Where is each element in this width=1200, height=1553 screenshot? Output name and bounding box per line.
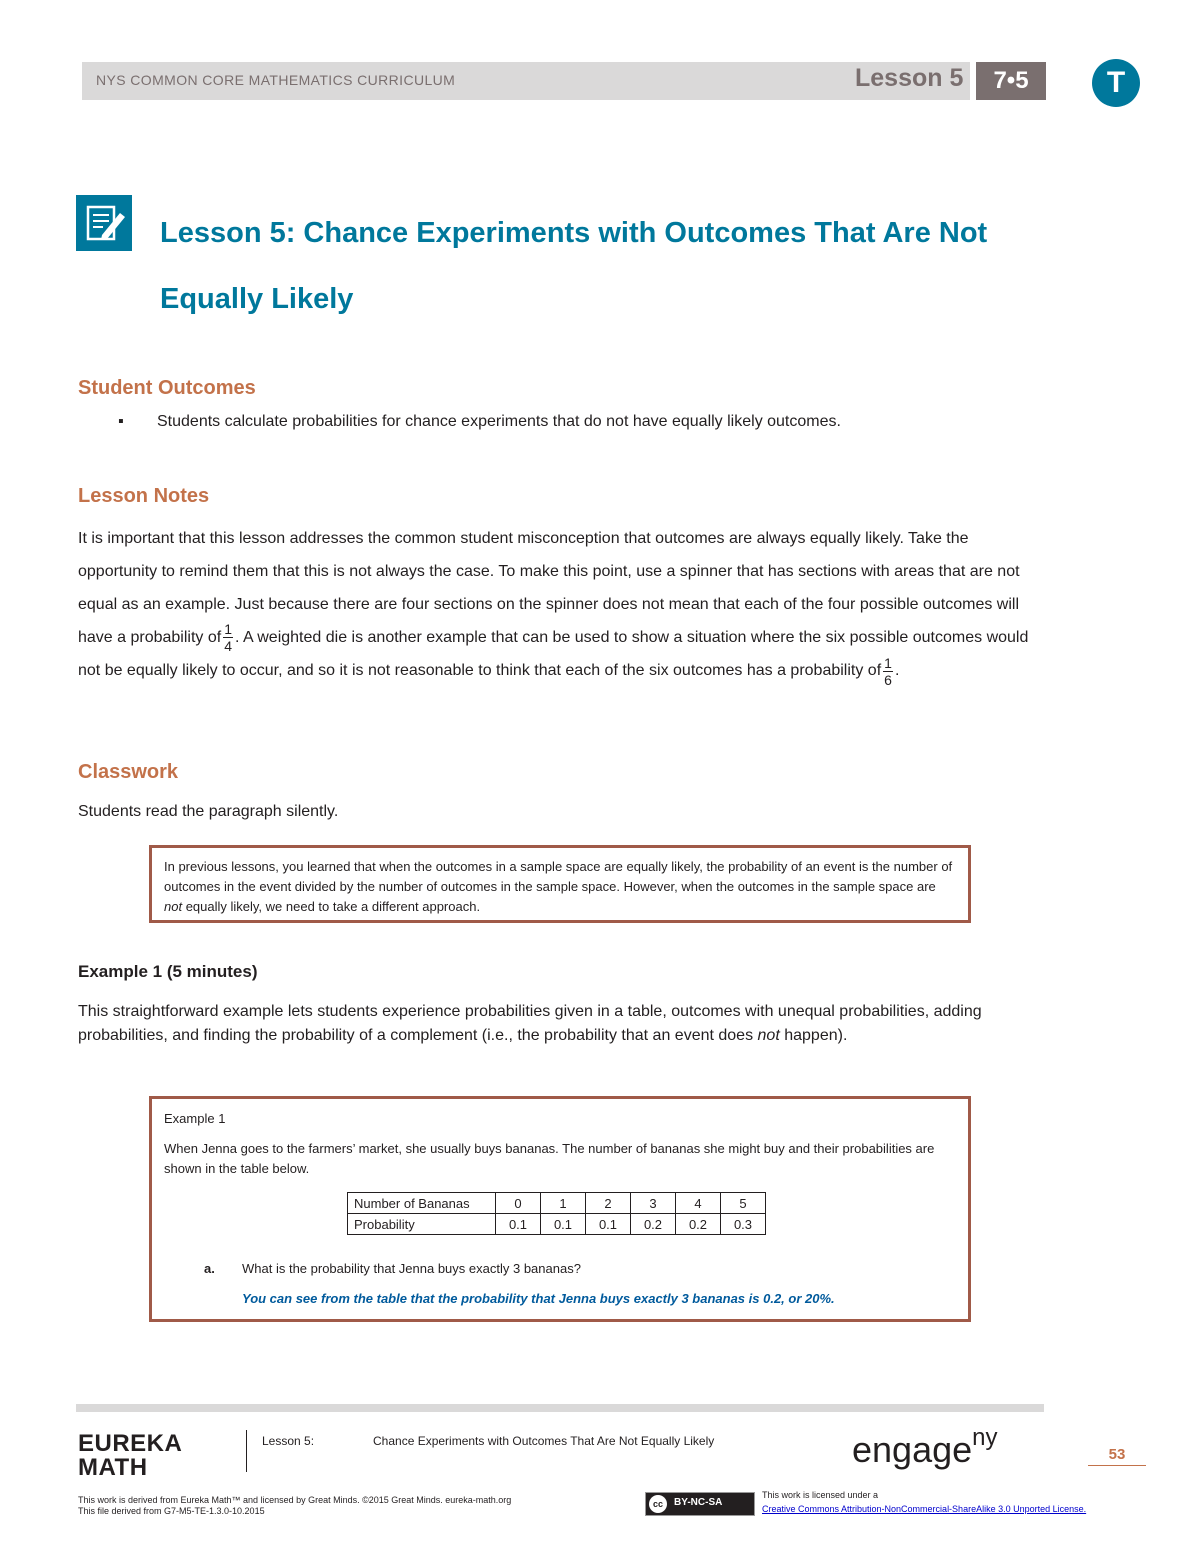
footer-divider <box>246 1430 247 1472</box>
fraction-one-sixth <box>883 655 893 688</box>
engage-text: engage <box>852 1429 973 1470</box>
title-line-2: Equally Likely <box>160 283 354 315</box>
student-outcomes-heading: Student Outcomes <box>78 377 256 399</box>
example1-box-title: Example 1 <box>164 1111 226 1126</box>
fraction-denominator: 4 <box>224 638 232 655</box>
example1-box <box>149 1096 971 1322</box>
table-cell: 3 <box>631 1193 676 1214</box>
notes-text-part2: . A weighted die is another example that can be used to show a situation where the six possible outcomes would not be equally likely to occur, and so it is not reasonable to think that each of the six outcomes has a probability of <box>78 629 1029 680</box>
license-link[interactable]: Creative Commons Attribution-NonCommercial-ShareAlike 3.0 Unported License. <box>762 1504 1087 1514</box>
page-title <box>160 200 1080 332</box>
reading-box-text <box>152 848 968 926</box>
derived-from-line: This work is derived from Eureka Math™ and licensed by Great Minds. ©2015 Great Minds. eureka-math.org <box>78 1495 512 1505</box>
table-cell: 0 <box>496 1193 541 1214</box>
reading-text-emphasis: not <box>164 899 183 914</box>
answer-text: You can see from the table that the probability that Jenna buys exactly 3 bananas is 0.2, or 20%. <box>242 1291 835 1306</box>
table-cell: 0.1 <box>541 1214 586 1235</box>
reading-box <box>149 845 971 923</box>
table-cell: 0.3 <box>721 1214 766 1235</box>
footer-rule <box>76 1404 1044 1412</box>
reading-text-part1: In previous lessons, you learned that when the outcomes in a sample space are equally likely, the probability of an event is the number of outcomes in the event divided by the number of outcomes in the sample space. However, when the outcomes in the sample space are <box>164 859 953 894</box>
fraction-one-fourth <box>223 621 233 654</box>
example1-box-text: When Jenna goes to the farmers’ market, she usually buys bananas. The number of bananas she might buy and their probabilities are shown in the table below. <box>164 1141 935 1176</box>
table-cell: 0.1 <box>586 1214 631 1235</box>
notepad-pencil-icon <box>76 195 132 251</box>
table-cell: 0.1 <box>496 1214 541 1235</box>
fraction-numerator: 1 <box>224 621 232 638</box>
table-cell: 4 <box>676 1193 721 1214</box>
file-derived-line: This file derived from G7-M5-TE-1.3.0-10.2015 <box>78 1506 265 1516</box>
header-lesson: Lesson 5 <box>855 64 964 92</box>
example1-heading: Example 1 (5 minutes) <box>78 962 258 981</box>
example1-desc-emphasis: not <box>757 1027 780 1044</box>
classwork-heading: Classwork <box>78 761 179 783</box>
example1-desc-part2: happen). <box>779 1027 848 1044</box>
question-text: What is the probability that Jenna buys exactly 3 bananas? <box>242 1261 581 1276</box>
outcome-item: Students calculate probabilities for chance experiments that do not have equally likely outcomes. <box>157 413 841 430</box>
example1-desc-part1: This straightforward example lets students experience probabilities given in a table, outcomes with unequal probabilities, adding probabilities, and finding the probability of a complement (i.e., the probability that an event does <box>78 1003 982 1044</box>
notes-text-part1: It is important that this lesson addresses the common student misconception that outcomes are always equally likely. Take the opportunity to remind them that this is not always the case. To make this point, use a spinner that has sections with areas that are not equal as an example. Just because there are four sections on the spinner does not mean that each of the four possible outcomes will have a probability of <box>78 530 1020 646</box>
lesson-notes-paragraph <box>78 522 1046 688</box>
table-row <box>348 1193 766 1214</box>
table-cell: 0.2 <box>676 1214 721 1235</box>
logo-line-1: EUREKA <box>78 1430 183 1457</box>
license-line: This work is licensed under a <box>762 1490 879 1500</box>
question-label: a. <box>204 1261 215 1276</box>
footer-lesson-label: Lesson 5: <box>262 1434 315 1448</box>
footer-lesson-title: Chance Experiments with Outcomes That Are Not Equally Likely <box>373 1434 715 1448</box>
notes-text-end: . <box>894 662 900 680</box>
logo-line-2: MATH <box>78 1454 148 1481</box>
table-cell: 0.2 <box>631 1214 676 1235</box>
engage-ny-superscript: ny <box>972 1424 998 1451</box>
cc-icon: cc <box>649 1495 667 1513</box>
reading-text-part2: equally likely, we need to take a different approach. <box>182 899 481 914</box>
table-cell: 5 <box>721 1193 766 1214</box>
title-line-1: Lesson 5: Chance Experiments with Outcomes That Are Not <box>160 217 988 249</box>
fraction-numerator: 1 <box>884 654 892 671</box>
page-number: 53 <box>1088 1446 1146 1466</box>
table-row <box>348 1214 766 1235</box>
fraction-denominator: 6 <box>884 671 892 688</box>
table-row-label: Probability <box>348 1214 496 1235</box>
teacher-edition-badge: T <box>1092 59 1140 107</box>
table-row-label: Number of Bananas <box>348 1193 496 1214</box>
eureka-math-logo <box>78 1432 182 1480</box>
classwork-instruction: Students read the paragraph silently. <box>78 803 339 820</box>
banana-probability-table <box>347 1192 766 1235</box>
bullet-icon: ▪ <box>118 413 124 430</box>
curriculum-label: NYS COMMON CORE MATHEMATICS CURRICULUM <box>96 72 456 88</box>
engageny-logo <box>852 1424 998 1471</box>
example1-description <box>78 1000 1046 1048</box>
table-cell: 1 <box>541 1193 586 1214</box>
creative-commons-badge <box>645 1492 755 1516</box>
table-cell: 2 <box>586 1193 631 1214</box>
cc-badge-text: BY-NC-SA <box>674 1497 723 1508</box>
grade-module-badge: 7•5 <box>976 62 1046 100</box>
lesson-notes-heading: Lesson Notes <box>78 485 210 507</box>
